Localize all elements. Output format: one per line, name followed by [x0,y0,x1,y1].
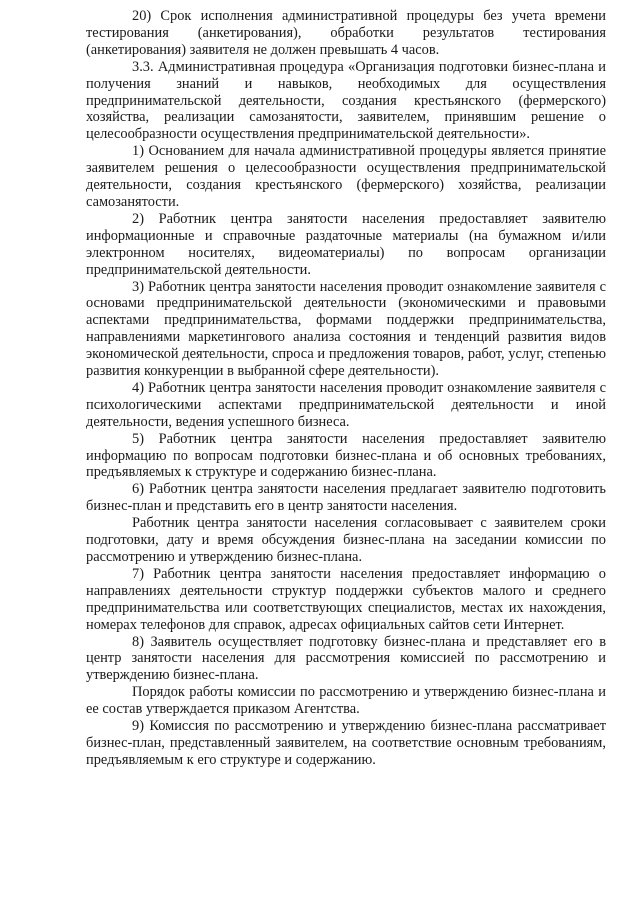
paragraph-item-3: 3) Работник центра занятости населения проводит ознакомление заявителя с основами предпринимательской деятельности (экономическими и правовыми аспектами предпринимательства, формами поддержки предпринимательства, направлениями маркетингового анализа состояния и тенденций развития видов экономической деятельности, спроса и предложения товаров, работ, услуг, степенью развития конкуренции в выбранной сфере деятельности). [86,278,606,380]
paragraph-item-20: 20) Срок исполнения административной процедуры без учета времени тестирования (анкетирования), обработки результатов тестирования (анкетирования) заявителя не должен превышать 4 часов. [86,8,606,58]
paragraph-item-4: 4) Работник центра занятости населения проводит ознакомление заявителя с психологическими аспектами предпринимательской деятельности и иной деятельности, ведения успешного бизнеса. [86,379,606,430]
paragraph-item-6: 6) Работник центра занятости населения предлагает заявителю подготовить бизнес-план и представить его в центр занятости населения. [86,481,606,515]
document-page [86,8,606,769]
section-heading-3-3: 3.3. Административная процедура «Организация подготовки бизнес-плана и получения знаний и навыков, необходимых для осуществления предпринимательской деятельности, создания крестьянского (фермерского) хозяйства, реализации самозанятости, заявителем, принявшим решение о целесообразности осуществления предпринимательской деятельности». [86,58,606,143]
paragraph-business-plan-agreement: Работник центра занятости населения согласовывает с заявителем сроки подготовки, дату и время обсуждения бизнес-плана на заседании комиссии по рассмотрению и утверждению бизнес-плана. [86,515,606,565]
paragraph-item-2: 2) Работник центра занятости населения предоставляет заявителю информационные и справочные раздаточные материалы (на бумажном и/или электронном носителях, видеоматериалы) по вопросам организации предпринимательской деятельности. [86,210,606,278]
paragraph-item-5: 5) Работник центра занятости населения предоставляет заявителю информацию по вопросам подготовки бизнес-плана и об основных требованиях, предъявляемых к структуре и содержанию бизнес-плана. [86,430,606,481]
paragraph-commission-procedure: Порядок работы комиссии по рассмотрению и утверждению бизнес-плана и ее состав утверждается приказом Агентства. [86,684,606,718]
paragraph-item-1: 1) Основанием для начала административной процедуры является принятие заявителем решения о целесообразности осуществления предпринимательской деятельности, создания крестьянского (фермерского) хозяйства, реализации самозанятости. [86,143,606,210]
paragraph-item-9: 9) Комиссия по рассмотрению и утверждению бизнес-плана рассматривает бизнес-план, представленный заявителем, на соответствие основным требованиям, предъявляемым к его структуре и содержанию. [86,718,606,768]
paragraph-item-8: 8) Заявитель осуществляет подготовку бизнес-плана и представляет его в центр занятости населения для рассмотрения комиссией по рассмотрению и утверждению бизнес-плана. [86,633,606,684]
paragraph-item-7: 7) Работник центра занятости населения предоставляет информацию о направлениях деятельности структур поддержки субъектов малого и среднего предпринимательства или соответствующих специалистов, местах их нахождения, номерах телефонов для справок, адресах официальных сайтов сети Интернет. [86,565,606,633]
